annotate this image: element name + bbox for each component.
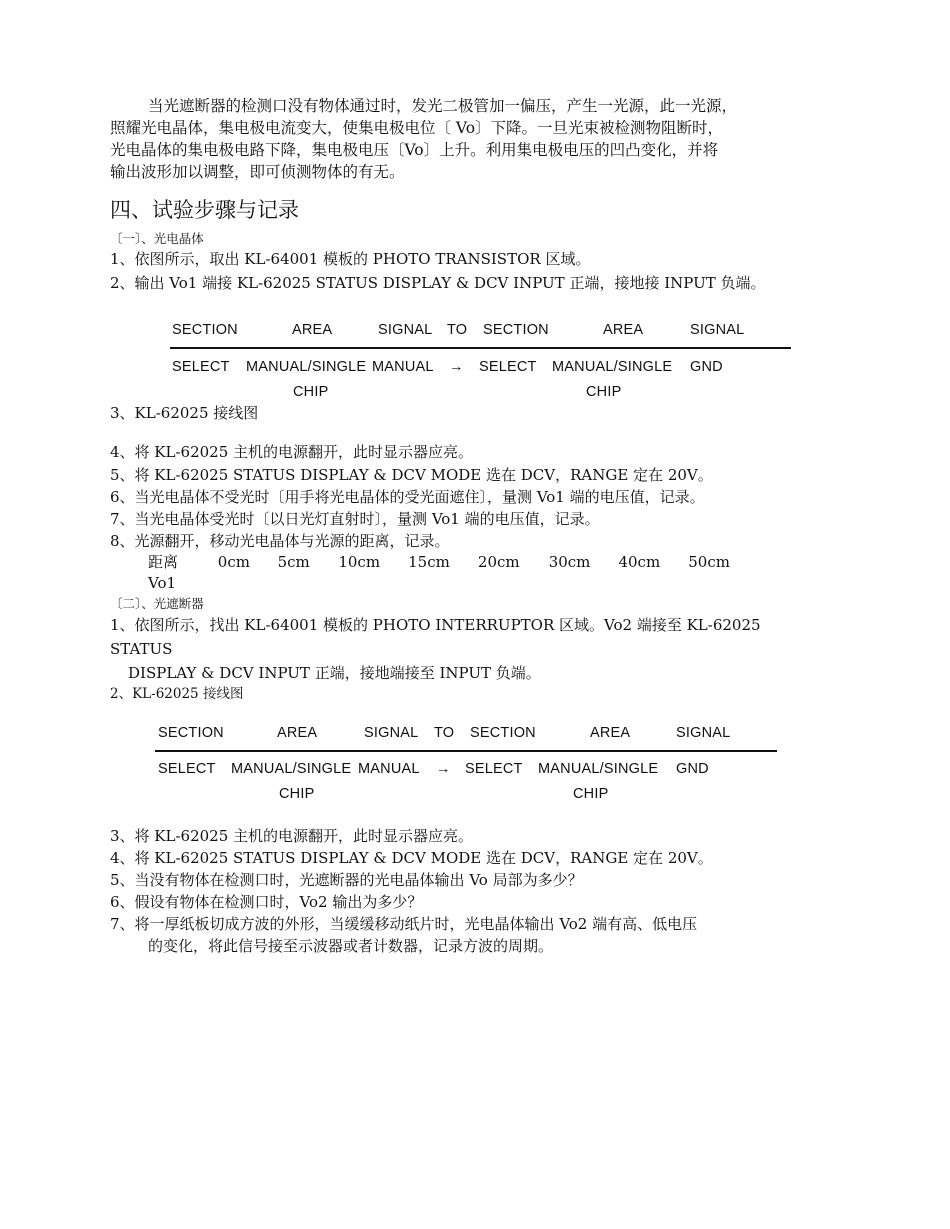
part1-step-6: 6、当光电晶体不受光时〔用手将光电晶体的受光面遮住〕，量测 Vo1 端的电压值，记录。 — [110, 488, 705, 506]
part1-title: 〔一〕、光电晶体 — [110, 231, 204, 246]
part1-step-1: 1、依图所示，取出 KL-64001 模板的 PHOTO TRANSISTOR 区域。 — [110, 250, 591, 268]
table1-cell-signal2: GND — [690, 359, 723, 375]
part1-step-8: 8、光源翻开，移动光电晶体与光源的距离，记录。 — [110, 532, 450, 550]
table1-cell-area2: MANUAL/SINGLE — [552, 359, 673, 375]
part2-step-4: 4、将 KL-62025 STATUS DISPLAY & DCV MODE 选在 DCV，RANGE 定在 20V。 — [110, 849, 713, 867]
table1-cell-signal1: MANUAL — [372, 359, 434, 375]
table2-rule — [155, 750, 777, 752]
table1-rule — [170, 347, 791, 349]
table1-header-section: SECTION — [172, 322, 238, 338]
table1-header-signal2: SIGNAL — [690, 322, 745, 338]
distance-40: 40cm — [618, 553, 661, 571]
table2-cell-signal1: MANUAL — [358, 761, 420, 777]
part1-step-4: 4、将 KL-62025 主机的电源翻开，此时显示器应亮。 — [110, 443, 474, 461]
table2-cell-area1: MANUAL/SINGLE — [231, 761, 352, 777]
table1-cell-section2: SELECT — [479, 359, 537, 375]
part2-step-3: 3、将 KL-62025 主机的电源翻开，此时显示器应亮。 — [110, 827, 474, 845]
intro-line-3: 光电晶体的集电极电路下降，集电极电压〔Vo〕上升。利用集电极电压的凹凸变化，并将 — [110, 141, 719, 159]
table2-cell-area1-line2: CHIP — [279, 786, 315, 802]
table2-header-to: TO — [434, 725, 455, 741]
table2-cell-signal2: GND — [676, 761, 709, 777]
intro-line-4: 输出波形加以调整，即可侦测物体的有无。 — [110, 163, 405, 181]
distance-50: 50cm — [688, 553, 730, 571]
part2-step-5: 5、当没有物体在检测口时，光遮断器的光电晶体输出 Vo 局部为多少？ — [110, 871, 583, 889]
part1-step-2: 2、输出 Vo1 端接 KL-62025 STATUS DISPLAY & DCV INPUT 正端，接地接 INPUT 负端。 — [110, 274, 766, 292]
table1-header-area: AREA — [292, 322, 333, 338]
table1-cell-area1: MANUAL/SINGLE — [246, 359, 367, 375]
distance-15: 15cm — [408, 553, 450, 571]
table2-cell-area2-line2: CHIP — [573, 786, 609, 802]
part2-step-2: 2、KL-62025 接线图 — [110, 686, 244, 702]
table2-header-area: AREA — [277, 725, 318, 741]
table1-header-to: TO — [447, 322, 468, 338]
table2-header-section2: SECTION — [470, 725, 536, 741]
table1-arrow: → — [449, 359, 464, 375]
vo1-label: Vo1 — [148, 574, 177, 592]
table2-header-signal: SIGNAL — [364, 725, 419, 741]
distance-label: 距离 — [148, 553, 179, 571]
distance-30: 30cm — [548, 553, 591, 571]
table2-cell-section1: SELECT — [158, 761, 216, 777]
part2-step-7-continued: 的变化，将此信号接至示波器或者计数器，记录方波的周期。 — [148, 937, 554, 955]
intro-line-2: 照耀光电晶体，集电极电流变大，使集电极电位〔 Vo〕下降。一旦光束被检测物阻断时， — [110, 119, 724, 137]
distance-row — [148, 551, 730, 573]
table2-header-area2: AREA — [590, 725, 631, 741]
table2-header-section: SECTION — [158, 725, 224, 741]
part2-step-1-line2: STATUS — [110, 640, 173, 658]
table1-header-area2: AREA — [603, 322, 644, 338]
part1-step-5: 5、将 KL-62025 STATUS DISPLAY & DCV MODE 选在 DCV，RANGE 定在 20V。 — [110, 466, 713, 484]
section-heading: 四、试验步骤与记录 — [110, 199, 299, 222]
distance-10: 10cm — [338, 553, 381, 571]
part2-step-1-line3: DISPLAY & DCV INPUT 正端，接地端接至 INPUT 负端。 — [128, 664, 541, 682]
table1-cell-area1-line2: CHIP — [293, 384, 329, 400]
part1-step-3: 3、KL-62025 接线图 — [110, 404, 259, 422]
part1-step-7: 7、当光电晶体受光时〔以日光灯直射时〕，量测 Vo1 端的电压值，记录。 — [110, 510, 600, 528]
table1-header-signal: SIGNAL — [378, 322, 433, 338]
table2-arrow: → — [436, 761, 451, 777]
distance-20: 20cm — [477, 553, 520, 571]
part2-title: 〔二〕、光遮断器 — [110, 596, 204, 611]
part2-step-1-line1: 1、依图所示，找出 KL-64001 模板的 PHOTO INTERRUPTOR 区域。Vo2 端接至 KL-62025 — [110, 616, 761, 634]
distance-0: 0cm — [217, 553, 250, 571]
table1-header-section2: SECTION — [483, 322, 549, 338]
intro-line-1: 当光遮断器的检测口没有物体通过时，发光二极管加一偏压，产生一光源，此一光源， — [148, 97, 738, 115]
part2-step-6: 6、假设有物体在检测口时，Vo2 输出为多少？ — [110, 893, 423, 911]
table2-cell-area2: MANUAL/SINGLE — [538, 761, 659, 777]
distance-5: 5cm — [277, 553, 310, 571]
table2-header-signal2: SIGNAL — [676, 725, 731, 741]
intro-paragraph — [110, 95, 845, 183]
part2-step-7: 7、将一厚纸板切成方波的外形，当缓缓移动纸片时，光电晶体输出 Vo2 端有高、低电压 — [110, 915, 698, 933]
table1-cell-area2-line2: CHIP — [586, 384, 622, 400]
table2-cell-section2: SELECT — [465, 761, 523, 777]
table1-cell-section1: SELECT — [172, 359, 230, 375]
